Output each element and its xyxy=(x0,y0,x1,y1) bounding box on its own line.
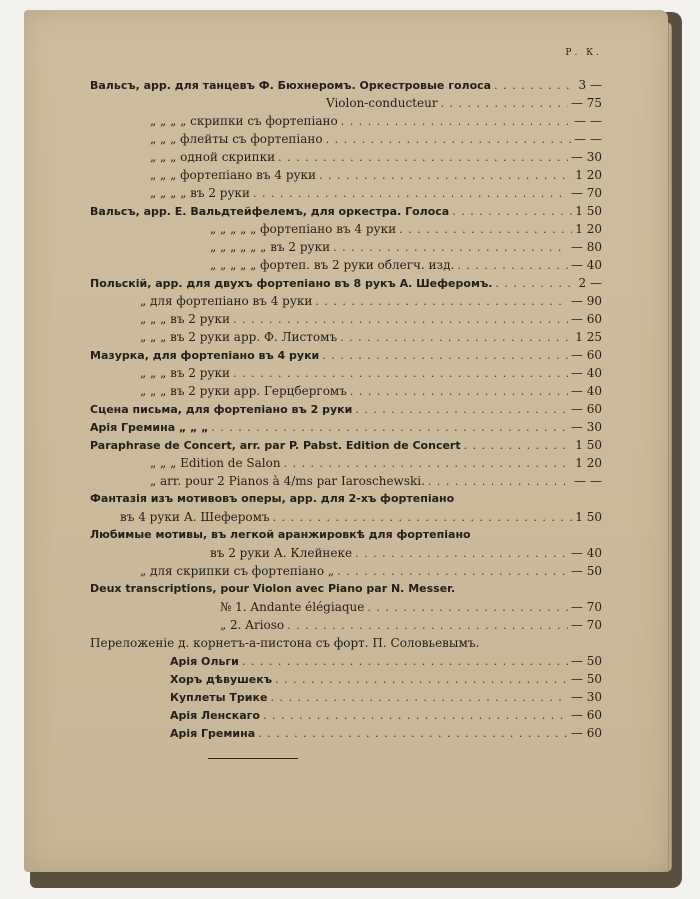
price-list-entry xyxy=(90,528,602,546)
dot-leader xyxy=(341,115,571,128)
dot-leader xyxy=(278,151,568,164)
entry-title: „ „ „ „ „ фортеп. въ 2 руки облегч. изд. xyxy=(210,258,455,272)
price-list-entry xyxy=(90,384,602,402)
dot-leader xyxy=(284,457,573,470)
entry-price: — 60 xyxy=(570,708,602,722)
entry-title: въ 4 руки А. Шеферомъ xyxy=(120,510,270,524)
price-list-entry xyxy=(90,456,602,474)
entry-price: — 60 xyxy=(570,726,602,740)
entry-price: — 60 xyxy=(570,402,602,416)
dot-leader xyxy=(315,295,568,308)
entry-title: „ „ „ „ въ 2 руки xyxy=(150,186,251,200)
entry-price: — — xyxy=(574,474,602,488)
dot-leader xyxy=(275,673,568,686)
entry-title: „ „ „ въ 2 руки xyxy=(140,312,230,326)
dot-leader xyxy=(494,79,575,92)
price-list-entry xyxy=(90,150,602,168)
entry-title: „ „ „ въ 2 руки арр. Герцбергомъ xyxy=(140,384,347,398)
dot-leader xyxy=(273,511,573,524)
entry-price: 1 20 xyxy=(575,222,602,236)
entry-title: „ „ „ въ 2 руки xyxy=(140,366,230,380)
dot-leader xyxy=(319,169,572,182)
entry-title: Арія Гремина xyxy=(170,727,256,740)
price-list-entry xyxy=(90,600,602,618)
price-list-entry xyxy=(90,402,602,420)
price-list-entry xyxy=(90,510,602,528)
dot-leader xyxy=(337,565,568,578)
dot-leader xyxy=(322,349,568,362)
entry-title: Фантазія изъ мотивовъ оперы, арр. для 2-хъ фортепіано xyxy=(90,492,455,505)
entry-title: „ „ „ „ „ фортепіано въ 4 руки xyxy=(210,222,397,236)
entry-title: „ „ „ Edition de Salon xyxy=(150,456,281,470)
dot-leader xyxy=(263,709,568,722)
price-list-entry xyxy=(90,240,602,258)
entry-title: Хоръ дѣвушекъ xyxy=(170,673,272,686)
price-list-entry xyxy=(90,564,602,582)
entry-title: Любимые мотивы, въ легкой аранжировкѣ для фортепіано xyxy=(90,528,471,541)
dot-leader xyxy=(333,241,568,254)
price-list-entry xyxy=(90,114,602,132)
entry-title: „ „ „ „ „ „ въ 2 руки xyxy=(210,240,331,254)
entry-price: — 30 xyxy=(570,690,602,704)
dot-leader xyxy=(355,547,568,560)
dot-leader xyxy=(253,187,568,200)
price-list-entry xyxy=(90,420,602,438)
entry-price: — 60 xyxy=(570,312,602,326)
price-list-entry xyxy=(90,474,602,492)
entry-title: Мазурка, для фортепіано въ 4 руки xyxy=(90,349,320,362)
price-list-entry xyxy=(90,96,602,114)
dot-leader xyxy=(340,331,572,344)
dot-leader xyxy=(233,367,568,380)
dot-leader xyxy=(399,223,572,236)
price-list-entry xyxy=(90,330,602,348)
entry-price: 1 50 xyxy=(575,438,602,452)
entry-price: 2 — xyxy=(578,276,602,290)
entry-price: 1 50 xyxy=(575,510,602,524)
entry-price: — 40 xyxy=(570,366,602,380)
price-list-entry xyxy=(90,186,602,204)
price-list-entry xyxy=(90,654,602,672)
dot-leader xyxy=(270,691,567,704)
entry-price: — 70 xyxy=(570,600,602,614)
price-list-entry xyxy=(90,204,602,222)
dot-leader xyxy=(355,403,568,416)
entry-title: Арія Гремина „ „ „ xyxy=(90,421,209,434)
dot-leader xyxy=(287,619,568,632)
dot-leader xyxy=(242,655,568,668)
price-list-entry xyxy=(90,276,602,294)
dot-leader xyxy=(350,385,568,398)
entry-price: — 80 xyxy=(570,240,602,254)
price-list-entry xyxy=(90,312,602,330)
entry-title: „ arr. pour 2 Pianos à 4/ms par Iaroschewski. xyxy=(150,474,425,488)
entry-title: Польскій, арр. для двухъ фортепіано въ 8 рукъ А. Шеферомъ. xyxy=(90,277,493,290)
dot-leader xyxy=(495,277,575,290)
price-list-entry xyxy=(90,132,602,150)
dot-leader xyxy=(464,439,573,452)
entry-title: Арія Ольги xyxy=(170,655,239,668)
dot-leader xyxy=(326,133,572,146)
price-list-entry xyxy=(90,582,602,600)
dot-leader xyxy=(441,97,568,110)
price-list-entry xyxy=(90,78,602,96)
entry-title: „ для скрипки съ фортепіано „ xyxy=(140,564,335,578)
entry-price: — 75 xyxy=(570,96,602,110)
entry-price: — 40 xyxy=(570,546,602,560)
closing-rule xyxy=(208,758,298,759)
entry-price: — — xyxy=(574,132,602,146)
entry-title: Арія Ленскаго xyxy=(170,709,260,722)
dot-leader xyxy=(428,475,571,488)
price-list-entry xyxy=(90,492,602,510)
entry-price: — 70 xyxy=(570,618,602,632)
price-list-entry xyxy=(90,168,602,186)
price-list-entry xyxy=(90,636,602,654)
entry-title: „ „ „ одной скрипки xyxy=(150,150,276,164)
price-list-entry xyxy=(90,546,602,564)
dot-leader xyxy=(258,727,568,740)
entry-title: Violon-conducteur xyxy=(326,96,438,110)
entry-price: 1 20 xyxy=(575,456,602,470)
entry-title: „ 2. Arioso xyxy=(220,618,285,632)
price-list-entry xyxy=(90,294,602,312)
dot-leader xyxy=(457,259,568,272)
entry-title: „ для фортепіано въ 4 руки xyxy=(140,294,313,308)
entry-title: Paraphrase de Concert, arr. par P. Pabst. Edition de Concert xyxy=(90,439,461,452)
entry-price: — 60 xyxy=(570,348,602,362)
price-list-entry xyxy=(90,726,602,744)
dot-leader xyxy=(452,205,572,218)
entry-price: — 90 xyxy=(570,294,602,308)
currency-header: Р. К. xyxy=(565,48,602,58)
entry-title: „ „ „ въ 2 руки арр. Ф. Листомъ xyxy=(140,330,338,344)
entry-price: — 50 xyxy=(570,672,602,686)
price-list-entry xyxy=(90,708,602,726)
entry-price: — 40 xyxy=(570,384,602,398)
dot-leader xyxy=(233,313,568,326)
dot-leader xyxy=(367,601,568,614)
entry-title: Вальсъ, арр. Е. Вальдтейфелемъ, для оркестра. Голоса xyxy=(90,205,450,218)
entry-title: „ „ „ фортепіано въ 4 руки xyxy=(150,168,317,182)
entry-price: — 30 xyxy=(570,150,602,164)
price-list-entry xyxy=(90,222,602,240)
entry-title: Вальсъ, арр. для танцевъ Ф. Бюхнеромъ. Оркестровые голоса xyxy=(90,79,492,92)
entry-price: 1 20 xyxy=(575,168,602,182)
entry-title: Сцена письма, для фортепіано въ 2 руки xyxy=(90,403,353,416)
entry-price: — 40 xyxy=(570,258,602,272)
entry-title: „ „ „ „ скрипки съ фортепіано xyxy=(150,114,338,128)
entry-title: Куплеты Трике xyxy=(170,691,268,704)
price-list-entry xyxy=(90,366,602,384)
price-list-entry xyxy=(90,618,602,636)
entry-title: Переложеніе д. корнетъ-а-пистона съ форт. П. Соловьевымъ. xyxy=(90,636,480,650)
price-list-entry xyxy=(90,672,602,690)
entry-title: Deux transcriptions, pour Violon avec Piano par N. Messer. xyxy=(90,582,456,595)
entry-price: 1 25 xyxy=(575,330,602,344)
entry-title: „ „ „ флейты съ фортепіано xyxy=(150,132,323,146)
entry-price: 3 — xyxy=(578,78,602,92)
price-list-entry xyxy=(90,690,602,708)
entry-price: — 50 xyxy=(570,654,602,668)
entry-price: — — xyxy=(574,114,602,128)
dot-leader xyxy=(211,421,568,434)
price-list-entry xyxy=(90,258,602,276)
entry-price: 1 50 xyxy=(575,204,602,218)
entry-price: — 70 xyxy=(570,186,602,200)
price-list-entry xyxy=(90,348,602,366)
price-list-entry xyxy=(90,438,602,456)
entry-title: № 1. Andante élégiaque xyxy=(220,600,365,614)
entry-title: въ 2 руки А. Клейнеке xyxy=(210,546,353,560)
entry-price: — 30 xyxy=(570,420,602,434)
entry-price: — 50 xyxy=(570,564,602,578)
